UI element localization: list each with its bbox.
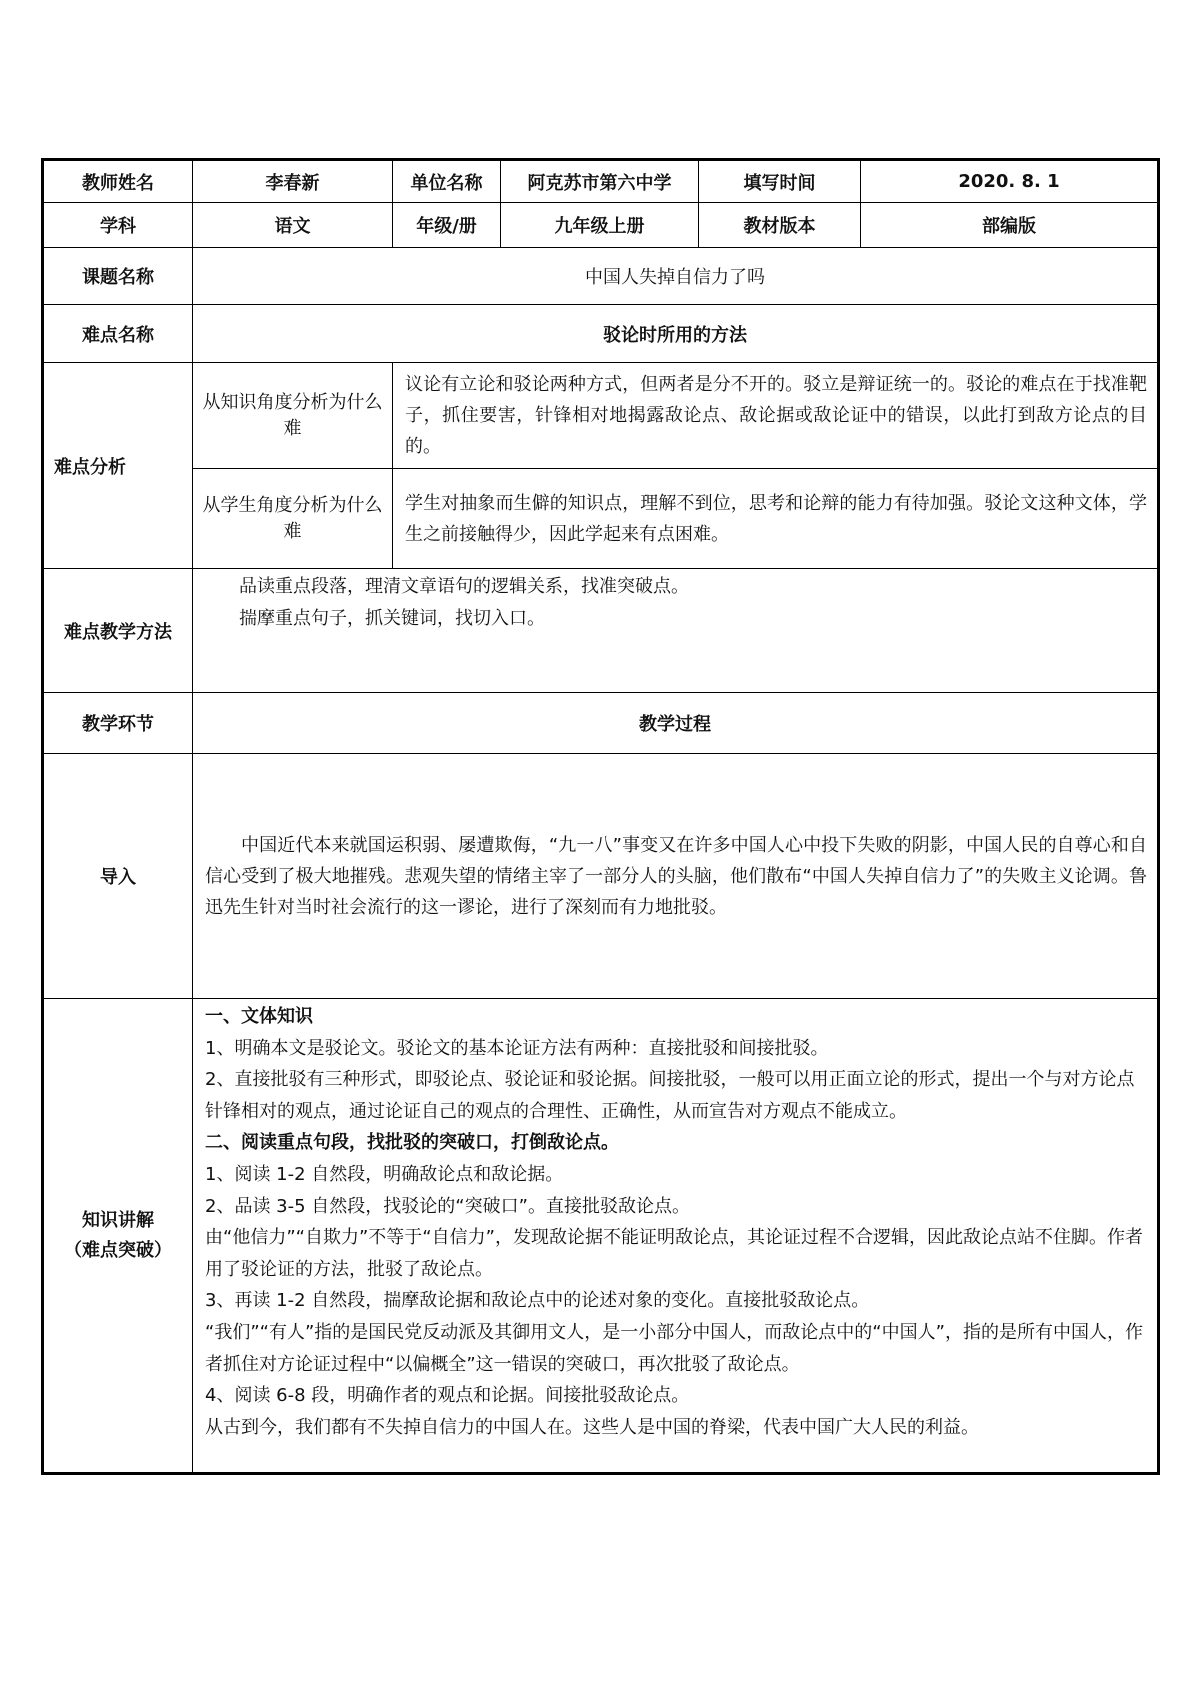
method-line: 揣摩重点句子，抓关键词，找切入口。 <box>239 608 545 629</box>
difficulty-row <box>43 305 1159 363</box>
student-angle-text: 学生对抽象而生僻的知识点，理解不到位，思考和论辩的能力有待加强。驳论文这种文体，学生之前接触得少，因此学起来有点困难。 <box>393 469 1159 569</box>
step-column-label: 教学环节 <box>43 693 193 754</box>
methods-content <box>193 569 1159 693</box>
knowledge-row <box>43 999 1159 1474</box>
process-header-row <box>43 693 1159 754</box>
unit-name-label: 单位名称 <box>393 160 501 203</box>
grade-value: 九年级上册 <box>501 203 699 248</box>
edition-value: 部编版 <box>861 203 1159 248</box>
difficulty-label: 难点名称 <box>43 305 193 363</box>
knowledge-label-line2: （难点突破） <box>64 1239 172 1261</box>
difficulty-value: 驳论时所用的方法 <box>193 305 1159 363</box>
intro-row <box>43 754 1159 999</box>
method-line: 品读重点段落，理清文章语句的逻辑关系，找准突破点。 <box>239 576 689 597</box>
knowledge-paragraph: 2、直接批驳有三种形式，即驳论点、驳论证和驳论据。间接批驳，一般可以用正面立论的形式，提出一个与对方论点针锋相对的观点，通过论证自己的观点的合理性、正确性，从而宣告对方观点不能成立。 <box>205 1069 1135 1122</box>
section-heading-2: 二、阅读重点句段，找批驳的突破口，打倒敌论点。 <box>205 1132 619 1154</box>
topic-value: 中国人失掉自信力了吗 <box>193 248 1159 305</box>
knowledge-paragraph: 由“他信力”“自欺力”不等于“自信力”，发现敌论据不能证明敌论点，其论证过程不合逻辑，因此敌论点站不住脚。作者用了驳论证的方法，批驳了敌论点。 <box>205 1227 1143 1280</box>
fill-date-value: 2020. 8. 1 <box>861 160 1159 203</box>
knowledge-paragraph: “我们”“有人”指的是国民党反动派及其御用文人，是一小部分中国人，而敌论点中的“中国人”，指的是所有中国人，作者抓住对方论证过程中“以偏概全”这一错误的突破口，再次批驳了敌论点。 <box>205 1321 1143 1375</box>
knowledge-label <box>43 999 193 1474</box>
fill-date-label: 填写时间 <box>699 160 861 203</box>
methods-row <box>43 569 1159 693</box>
topic-label: 课题名称 <box>43 248 193 305</box>
edition-label: 教材版本 <box>699 203 861 248</box>
methods-label: 难点教学方法 <box>43 569 193 693</box>
unit-name-value: 阿克苏市第六中学 <box>501 160 699 203</box>
process-column-label: 教学过程 <box>193 693 1159 754</box>
subject-value: 语文 <box>193 203 393 248</box>
knowledge-label-line1: 知识讲解 <box>82 1209 154 1231</box>
knowledge-paragraph: 从古到今，我们都有不失掉自信力的中国人在。这些人是中国的脊梁，代表中国广大人民的利益。 <box>205 1416 979 1438</box>
info-row-2 <box>43 203 1159 248</box>
topic-row <box>43 248 1159 305</box>
intro-text: 中国近代本来就国运积弱、屡遭欺侮，“九一八”事变又在许多中国人心中投下失败的阴影，中国人民的自尊心和自信心受到了极大地摧残。悲观失望的情绪主宰了一部分人的头脑，他们散布“中国人失掉自信力了”的失败主义论调。鲁迅先生针对当时社会流行的这一谬论，进行了深刻而有力地批驳。 <box>193 754 1159 999</box>
lesson-plan-table <box>41 158 1160 1475</box>
knowledge-paragraph: 1、阅读 1-2 自然段，明确敌论点和敌论据。 <box>205 1163 564 1185</box>
knowledge-paragraph: 4、阅读 6-8 段，明确作者的观点和论据。间接批驳敌论点。 <box>205 1385 690 1407</box>
knowledge-angle-text: 议论有立论和驳论两种方式，但两者是分不开的。驳立是辩证统一的。驳论的难点在于找准靶子，抓住要害，针锋相对地揭露敌论点、敌论据或敌论证中的错误，以此打到敌方论点的目的。 <box>393 363 1159 469</box>
knowledge-paragraph: 1、明确本文是驳论文。驳论文的基本论证方法有两种：直接批驳和间接批驳。 <box>205 1037 829 1059</box>
teacher-name-value: 李春新 <box>193 160 393 203</box>
teacher-name-label: 教师姓名 <box>43 160 193 203</box>
analysis-label: 难点分析 <box>43 363 193 569</box>
knowledge-paragraph: 3、再读 1-2 自然段，揣摩敌论据和敌论点中的论述对象的变化。直接批驳敌论点。 <box>205 1290 870 1312</box>
student-angle-label: 从学生角度分析为什么难 <box>193 469 393 569</box>
analysis-row-knowledge <box>43 363 1159 469</box>
intro-label: 导入 <box>43 754 193 999</box>
section-heading-1: 一、文体知识 <box>205 1006 313 1027</box>
knowledge-content <box>193 999 1159 1474</box>
knowledge-angle-label: 从知识角度分析为什么难 <box>193 363 393 469</box>
knowledge-paragraph: 2、品读 3-5 自然段，找驳论的“突破口”。直接批驳敌论点。 <box>205 1195 690 1217</box>
subject-label: 学科 <box>43 203 193 248</box>
info-row-1 <box>43 160 1159 203</box>
grade-label: 年级/册 <box>393 203 501 248</box>
analysis-row-student <box>43 469 1159 569</box>
